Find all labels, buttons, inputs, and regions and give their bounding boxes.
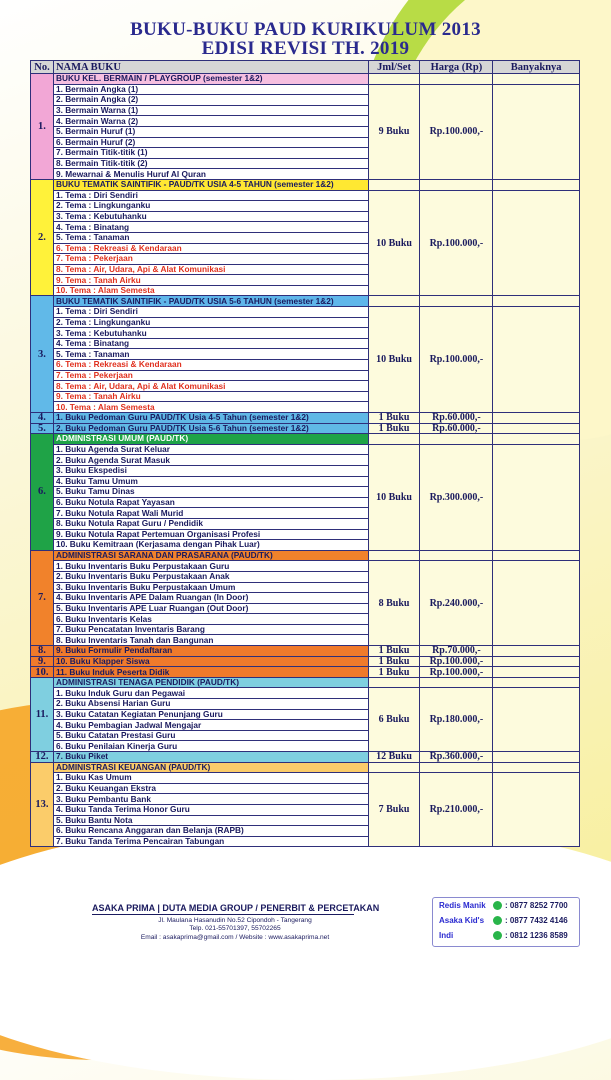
- qty-per-set: 10 Buku: [368, 444, 420, 550]
- book-item: 10. Tema : Alam Semesta: [53, 402, 368, 413]
- col-jml-set: Jml/Set: [368, 61, 420, 74]
- group-heading: BUKU TEMATIK SAINTIFIK - PAUD/TK USIA 4-5 TAHUN (semester 1&2): [53, 179, 368, 190]
- list-item: [31, 561, 580, 572]
- qty-per-set: 1 Buku: [368, 423, 420, 434]
- book-item: 4. Buku Tamu Umum: [53, 476, 368, 487]
- quantity-spacer: [493, 762, 580, 773]
- group-heading: ADMINISTRASI SARANA DAN PRASARANA (PAUD/TK): [53, 550, 368, 561]
- quantity-spacer: [493, 74, 580, 85]
- quantity-ordered: [493, 656, 580, 667]
- book-item: 4. Tema : Binatang: [53, 338, 368, 349]
- publisher-divider: [92, 914, 354, 915]
- contact-box: [432, 897, 580, 947]
- book-item: 7. Tema : Pekerjaan: [53, 370, 368, 381]
- col-nama-buku: NAMA BUKU: [53, 61, 368, 74]
- list-item: [31, 688, 580, 699]
- group-heading: ADMINISTRASI TENAGA PENDIDIK (PAUD/TK): [53, 677, 368, 688]
- book-item: 3. Buku Catatan Kegiatan Penunjang Guru: [53, 709, 368, 720]
- price: Rp.100.000,-: [420, 656, 493, 667]
- book-item: 1. Buku Kas Umum: [53, 773, 368, 784]
- qty-per-set: 1 Buku: [368, 656, 420, 667]
- book-title: 11. Buku Induk Peserta Didik: [53, 667, 368, 678]
- qty-spacer: [368, 179, 420, 190]
- book-item: 8. Buku Notula Rapat Guru / Pendidik: [53, 518, 368, 529]
- row-number: 9.: [31, 656, 54, 667]
- book-item: 1. Buku Induk Guru dan Pegawai: [53, 688, 368, 699]
- col-banyaknya: Banyaknya: [493, 61, 580, 74]
- quantity-ordered: [493, 773, 580, 847]
- qty-per-set: 12 Buku: [368, 752, 420, 763]
- contact-phone: : 0812 1236 8589: [505, 931, 568, 940]
- publisher-email-website: Email : asakaprima@gmail.com / Website : www.asakaprima.net: [140, 933, 330, 941]
- book-item: 6. Buku Inventaris Kelas: [53, 614, 368, 625]
- row-number: 2.: [31, 179, 54, 296]
- book-item: 4. Bermain Warna (2): [53, 116, 368, 127]
- book-item: 7. Bermain Titik-titik (1): [53, 148, 368, 159]
- publisher-phone: Telp. 021-55701397, 55702265: [189, 925, 281, 933]
- quantity-ordered: [493, 646, 580, 657]
- white-footer-decor: [0, 820, 611, 1080]
- price: Rp.210.000,-: [420, 773, 493, 847]
- row-number: 7.: [31, 550, 54, 645]
- price-spacer: [420, 677, 493, 688]
- row-number: 10.: [31, 667, 54, 678]
- book-item: 9. Tema : Tanah Airku: [53, 391, 368, 402]
- book-item: 8. Bermain Titik-titik (2): [53, 158, 368, 169]
- price: Rp.240.000,-: [420, 561, 493, 646]
- book-item: 9. Mewarnai & Menulis Huruf Al Quran: [53, 169, 368, 180]
- price: Rp.70.000,-: [420, 646, 493, 657]
- row-number: 3.: [31, 296, 54, 413]
- qty-per-set: 10 Buku: [368, 307, 420, 413]
- list-item: [31, 190, 580, 201]
- quantity-spacer: [493, 677, 580, 688]
- col-no: No.: [31, 61, 54, 74]
- quantity-ordered: [493, 561, 580, 646]
- book-title: 10. Buku Klapper Siswa: [53, 656, 368, 667]
- qty-spacer: [368, 296, 420, 307]
- qty-per-set: 1 Buku: [368, 667, 420, 678]
- group-heading-row: [31, 434, 580, 445]
- price: Rp.60.000,-: [420, 423, 493, 434]
- book-price-table: [30, 60, 580, 847]
- quantity-spacer: [493, 550, 580, 561]
- price: Rp.180.000,-: [420, 688, 493, 752]
- contact-phone: : 0877 8252 7700: [505, 901, 568, 910]
- book-item: 3. Buku Pembantu Bank: [53, 794, 368, 805]
- book-item: 3. Tema : Kebutuhanku: [53, 211, 368, 222]
- quantity-spacer: [493, 434, 580, 445]
- price-spacer: [420, 762, 493, 773]
- row-number: 12.: [31, 752, 54, 763]
- price-spacer: [420, 550, 493, 561]
- row-number: 11.: [31, 677, 54, 751]
- book-item: 5. Tema : Tanaman: [53, 232, 368, 243]
- qty-per-set: 1 Buku: [368, 413, 420, 424]
- book-item: 9. Tema : Tanah Airku: [53, 275, 368, 286]
- group-heading: BUKU KEL. BERMAIN / PLAYGROUP (semester 1&2): [53, 74, 368, 85]
- book-item: 3. Buku Inventaris Buku Perpustakaan Umum: [53, 582, 368, 593]
- row-number: 5.: [31, 423, 54, 434]
- title-line-1: BUKU-BUKU PAUD KURIKULUM 2013: [130, 19, 481, 40]
- price: Rp.300.000,-: [420, 444, 493, 550]
- group-heading: ADMINISTRASI UMUM (PAUD/TK): [53, 434, 368, 445]
- whatsapp-icon: [493, 931, 502, 940]
- quantity-ordered: [493, 413, 580, 424]
- book-title: 2. Buku Pedoman Guru PAUD/TK Usia 5-6 Tahun (semester 1&2): [53, 423, 368, 434]
- price: Rp.100.000,-: [420, 307, 493, 413]
- price: Rp.100.000,-: [420, 190, 493, 296]
- contact-row: [439, 931, 568, 940]
- table-header-row: [31, 61, 580, 74]
- book-item: 6. Tema : Rekreasi & Kendaraan: [53, 360, 368, 371]
- book-title: 1. Buku Pedoman Guru PAUD/TK Usia 4-5 Tahun (semester 1&2): [53, 413, 368, 424]
- book-item: 10. Tema : Alam Semesta: [53, 285, 368, 296]
- quantity-ordered: [493, 752, 580, 763]
- row-number: 1.: [31, 74, 54, 180]
- group-heading-row: [31, 550, 580, 561]
- group-heading: BUKU TEMATIK SAINTIFIK - PAUD/TK USIA 5-6 TAHUN (semester 1&2): [53, 296, 368, 307]
- quantity-ordered: [493, 423, 580, 434]
- price-spacer: [420, 296, 493, 307]
- quantity-ordered: [493, 444, 580, 550]
- whatsapp-icon: [493, 901, 502, 910]
- row-number: 13.: [31, 762, 54, 847]
- publisher-address-block: [100, 917, 370, 942]
- quantity-ordered: [493, 667, 580, 678]
- price: Rp.100.000,-: [420, 84, 493, 179]
- price-spacer: [420, 74, 493, 85]
- book-item: 7. Buku Notula Rapat Wali Murid: [53, 508, 368, 519]
- list-item: [31, 84, 580, 95]
- list-item: [31, 444, 580, 455]
- book-item: 4. Tema : Binatang: [53, 222, 368, 233]
- table-row: [31, 413, 580, 424]
- price-spacer: [420, 434, 493, 445]
- price: Rp.100.000,-: [420, 667, 493, 678]
- list-item: [31, 773, 580, 784]
- quantity-ordered: [493, 307, 580, 413]
- group-heading-row: [31, 179, 580, 190]
- book-item: 2. Tema : Lingkunganku: [53, 317, 368, 328]
- publisher-address: Jl. Maulana Hasanudin No.52 Cipondoh - Tangerang: [158, 917, 312, 924]
- contact-phone: : 0877 7432 4146: [505, 916, 568, 925]
- book-item: 8. Tema : Air, Udara, Api & Alat Komunikasi: [53, 381, 368, 392]
- book-title: 9. Buku Formulir Pendaftaran: [53, 646, 368, 657]
- col-harga: Harga (Rp): [420, 61, 493, 74]
- table-row: [31, 752, 580, 763]
- whatsapp-icon: [493, 916, 502, 925]
- contact-row: [439, 916, 568, 925]
- book-item: 4. Buku Inventaris APE Dalam Ruangan (In Door): [53, 593, 368, 604]
- quantity-ordered: [493, 190, 580, 296]
- book-item: 2. Buku Agenda Surat Masuk: [53, 455, 368, 466]
- qty-spacer: [368, 677, 420, 688]
- book-item: 5. Buku Catatan Prestasi Guru: [53, 730, 368, 741]
- table-row: [31, 667, 580, 678]
- row-number: 8.: [31, 646, 54, 657]
- qty-per-set: 1 Buku: [368, 646, 420, 657]
- book-item: 5. Bermain Huruf (1): [53, 126, 368, 137]
- title-line-2: EDISI REVISI TH. 2019: [201, 38, 410, 59]
- table-row: [31, 423, 580, 434]
- quantity-ordered: [493, 84, 580, 179]
- quantity-spacer: [493, 296, 580, 307]
- book-item: 1. Tema : Diri Sendiri: [53, 190, 368, 201]
- book-item: 5. Buku Bantu Nota: [53, 815, 368, 826]
- book-item: 4. Buku Tanda Terima Honor Guru: [53, 804, 368, 815]
- book-item: 5. Tema : Tanaman: [53, 349, 368, 360]
- publisher-name: ASAKA PRIMA | DUTA MEDIA GROUP / PENERBIT & PERCETAKAN: [92, 903, 380, 913]
- book-item: 7. Buku Tanda Terima Pencairan Tabungan: [53, 836, 368, 847]
- qty-spacer: [368, 434, 420, 445]
- qty-per-set: 6 Buku: [368, 688, 420, 752]
- qty-per-set: 10 Buku: [368, 190, 420, 296]
- book-item: 6. Buku Rencana Anggaran dan Belanja (RAPB): [53, 826, 368, 837]
- qty-spacer: [368, 74, 420, 85]
- price-spacer: [420, 179, 493, 190]
- book-item: 5. Buku Tamu Dinas: [53, 487, 368, 498]
- book-item: 2. Buku Absensi Harian Guru: [53, 699, 368, 710]
- book-item: 5. Buku Inventaris APE Luar Ruangan (Out Door): [53, 603, 368, 614]
- group-heading-row: [31, 74, 580, 85]
- group-heading-row: [31, 762, 580, 773]
- table-body: [31, 74, 580, 847]
- price: Rp.360.000,-: [420, 752, 493, 763]
- qty-spacer: [368, 762, 420, 773]
- price: Rp.60.000,-: [420, 413, 493, 424]
- group-heading-row: [31, 677, 580, 688]
- book-item: 2. Bermain Angka (2): [53, 95, 368, 106]
- book-title: 7. Buku Piket: [53, 752, 368, 763]
- contact-name: Redis Manik: [439, 901, 486, 910]
- book-item: 7. Tema : Pekerjaan: [53, 254, 368, 265]
- book-item: 7. Buku Pencatatan Inventaris Barang: [53, 624, 368, 635]
- qty-spacer: [368, 550, 420, 561]
- book-item: 2. Buku Inventaris Buku Perpustakaan Anak: [53, 571, 368, 582]
- book-item: 3. Buku Ekspedisi: [53, 465, 368, 476]
- book-item: 1. Buku Agenda Surat Keluar: [53, 444, 368, 455]
- book-item: 6. Tema : Rekreasi & Kendaraan: [53, 243, 368, 254]
- book-item: 9. Buku Notula Rapat Pertemuan Organisasi Profesi: [53, 529, 368, 540]
- contact-row: [439, 901, 568, 910]
- contact-name: Asaka Kid's: [439, 916, 485, 925]
- quantity-spacer: [493, 179, 580, 190]
- qty-per-set: 8 Buku: [368, 561, 420, 646]
- book-item: 1. Buku Inventaris Buku Perpustakaan Guru: [53, 561, 368, 572]
- contact-name: Indi: [439, 931, 454, 940]
- book-item: 6. Bermain Huruf (2): [53, 137, 368, 148]
- table-row: [31, 656, 580, 667]
- book-item: 8. Tema : Air, Udara, Api & Alat Komunikasi: [53, 264, 368, 275]
- book-item: 3. Tema : Kebutuhanku: [53, 328, 368, 339]
- book-item: 1. Bermain Angka (1): [53, 84, 368, 95]
- qty-per-set: 9 Buku: [368, 84, 420, 179]
- list-item: [31, 307, 580, 318]
- book-item: 6. Buku Penilaian Kinerja Guru: [53, 741, 368, 752]
- book-item: 6. Buku Notula Rapat Yayasan: [53, 497, 368, 508]
- table-row: [31, 646, 580, 657]
- group-heading: ADMINISTRASI KEUANGAN (PAUD/TK): [53, 762, 368, 773]
- row-number: 4.: [31, 413, 54, 424]
- book-item: 4. Buku Pembagian Jadwal Mengajar: [53, 720, 368, 731]
- book-item: 2. Tema : Lingkunganku: [53, 201, 368, 212]
- book-item: 3. Bermain Warna (1): [53, 105, 368, 116]
- page-title: [0, 20, 611, 58]
- qty-per-set: 7 Buku: [368, 773, 420, 847]
- book-item: 1. Tema : Diri Sendiri: [53, 307, 368, 318]
- book-item: 2. Buku Keuangan Ekstra: [53, 783, 368, 794]
- book-item: 10. Buku Kemitraan (Kerjasama dengan Pihak Luar): [53, 540, 368, 551]
- book-item: 8. Buku Inventaris Tanah dan Bangunan: [53, 635, 368, 646]
- group-heading-row: [31, 296, 580, 307]
- row-number: 6.: [31, 434, 54, 551]
- quantity-ordered: [493, 688, 580, 752]
